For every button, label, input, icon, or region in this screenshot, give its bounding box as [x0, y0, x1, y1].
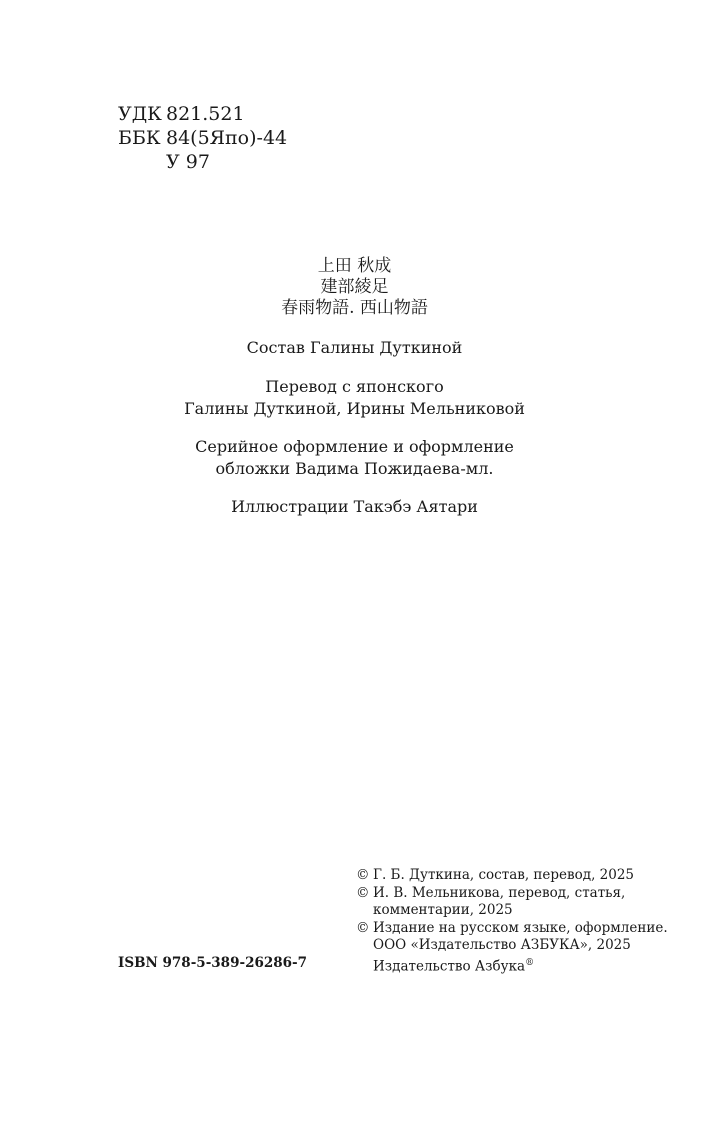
- bbk-row: [118, 126, 287, 150]
- copyright-line: ООО «Издательство АЗБУКА», 2025: [373, 937, 631, 953]
- copyright-item: [356, 920, 686, 976]
- code-value: 84(5Япо)-44: [166, 127, 288, 149]
- registered-mark: ®: [525, 957, 535, 968]
- copyright-line: комментарии, 2025: [373, 902, 513, 918]
- publisher-name: Издательство Азбука: [373, 958, 526, 974]
- illustrations-credit: Иллюстрации Такэбэ Аятари: [231, 497, 478, 516]
- author-takebe: 建部綾足: [320, 277, 389, 297]
- translation-line: Перевод с японского: [265, 377, 444, 396]
- code-key: УДК: [118, 103, 162, 125]
- udk-row: [118, 102, 287, 126]
- code-key: ББК: [118, 127, 161, 149]
- copyright-item: [356, 867, 686, 885]
- translation-line: Галины Дуткиной, Ирины Мельниковой: [184, 399, 525, 418]
- publisher-line: [373, 955, 686, 976]
- design-line: обложки Вадима Пожидаева-мл.: [215, 459, 494, 478]
- author-mark-row: [118, 150, 287, 174]
- copyright-item: [356, 885, 686, 920]
- author-ueda: 上田 秋成: [317, 256, 392, 276]
- copyright-block: [356, 867, 686, 976]
- book-title-jp: 春雨物語. 西山物語: [281, 298, 428, 318]
- copyright-line: Издание на русском языке, оформление.: [373, 919, 668, 936]
- compiler-credit: Состав Галины Дуткиной: [246, 338, 463, 357]
- code-key: [118, 150, 166, 174]
- copyright-line: И. В. Мельникова, перевод, статья,: [373, 884, 626, 901]
- design-credit: [0, 436, 709, 480]
- design-line: Серийное оформление и оформление: [195, 437, 514, 456]
- translation-credit: [0, 376, 709, 420]
- japanese-authors-title: [0, 256, 709, 319]
- isbn: ISBN 978-5-389-26286-7: [118, 955, 308, 971]
- code-value: 821.521: [166, 103, 245, 125]
- copyright-line: Г. Б. Дуткина, состав, перевод, 2025: [373, 867, 635, 883]
- copyright-symbol: ©: [356, 867, 370, 883]
- code-value: У 97: [166, 151, 210, 173]
- copyright-symbol: ©: [356, 884, 370, 901]
- classification-codes: [118, 102, 287, 174]
- copyright-symbol: ©: [356, 919, 370, 936]
